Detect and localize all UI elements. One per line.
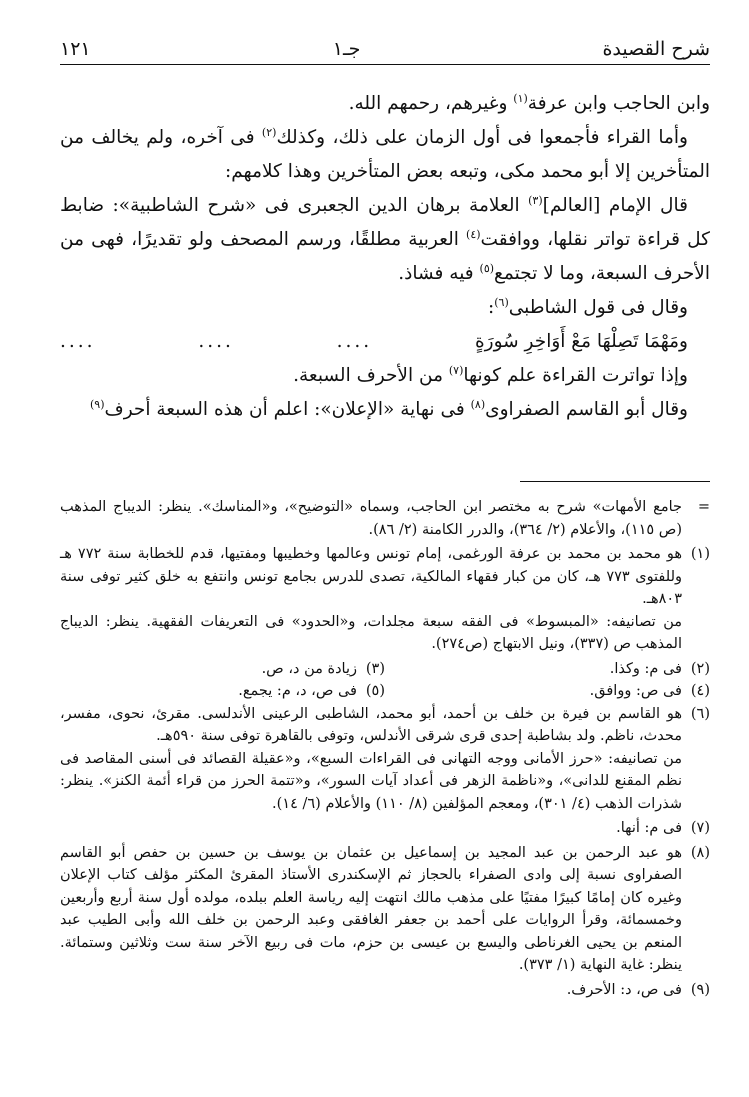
- paragraph: وإذا تواترت القراءة علم كونها$^{(٧)}$ من الأحرف السبعة.: [293, 363, 688, 386]
- running-header: [60, 38, 710, 65]
- footnote-4: (٤) فى ص: ووافق.: [589, 683, 710, 699]
- footnote-ref: (٧): [448, 363, 464, 377]
- header-title: شرح القصيدة: [602, 38, 710, 60]
- verse-hemistich: ومَهْمَا تَصِلْهَا مَعْ أَوَاخِرِ سُورَةٍ: [474, 331, 688, 352]
- footnote-2: (٢) فى م: وكذا.: [609, 660, 710, 677]
- footnote-ref: (٨): [470, 397, 486, 411]
- footnote-continuation: = جامع الأمهات» شرح به مختصر ابن الحاجب، وسماه «التوضيح»، و«المناسك». ينظر: الديباج المذهب (ص ١١٥)، والأعلام (٢/ ٣٦٤)، والدرر الكامنة (٢/ ٨٦).: [60, 499, 710, 538]
- page-number: ١٢١: [60, 38, 91, 60]
- footnote-ref: (٣): [528, 193, 543, 207]
- footnote-7: (٧) فى م: أنها.: [616, 820, 710, 836]
- footnote-3: (٣) زيادة من د، ص.: [261, 660, 385, 677]
- footnote-ref: (١): [513, 91, 528, 105]
- poem-verse: [60, 325, 710, 359]
- footnote-8: (٨) هو عبد الرحمن بن عبد المجيد بن إسماعيل بن عثمان بن يوسف بن حسين بن حفص أبو القاسم الصفراوى نسبة إلى وادى الصفراء بالحجاز ثم الإسكندرى الأستاذ المقرئ المكثر مؤلف كتاب الإعلان وغيره كان إمامًا كبيرًا مفتيًا على مذهب مالك انتهت إليه رياسة العلم ببلده، مولده أول سنة أربع وأربعين وخمسمائة، وقرأ الروايات على أحمد بن جعفر الغافقى وعبد الرحمن بن خلف الله وأبى الطيب عبد المنعم بن يحيى الغرناطى واليسع بن عيسى بن حزم، مات فى ربيع الآخر سنة ست وثلاثين وستمائة. ينظر: غاية النهاية (١/ ٣٧٣).: [60, 844, 710, 973]
- footnote-6: (٦) هو القاسم بن فيرة بن خلف بن أحمد، أبو محمد، الشاطبى الرعينى الأندلسى. مقرئ، نحوى، مفسر، محدث، ناظم. ولد بشاطبة إحدى قرى شرقى الأندلس، وتوفى بالقاهرة توفى سنة ٥٩٠هـ. من تصانيفه: «حرز الأمانى ووجه التهانى فى القراءات السبع»، و«عقيلة القصائد فى أسنى المقاصد فى نظم المقنع للدانى»، و«ناظمة الزهر فى أعداد آيات السور»، و«تتمة الحرز من قراء أئمة الكنز». ينظر: شذرات الذهب (٤/ ٣٠١)، ومعجم المؤلفين (٨/ ١١٠) والأعلام (٦/ ١٤).: [60, 705, 710, 812]
- verse-ellipsis: ....: [60, 331, 96, 352]
- footnote-row: [60, 680, 710, 703]
- footnote-ref: (٦): [494, 295, 509, 309]
- book-page: [60, 38, 710, 1003]
- main-text: [60, 87, 710, 427]
- paragraph: وابن الحاجب وابن عرفة$^{(١)}$ وغيرهم، رحمهم الله.: [348, 91, 710, 114]
- header-volume: جـ١: [332, 38, 361, 60]
- verse-ellipsis: ....: [336, 331, 373, 352]
- footnotes: [60, 496, 710, 1001]
- paragraph: قال الإمام [العالم]$^{(٣)}$ العلامة برهان الدين الجعبرى فى «شرح الشاطبية»: ضابط كل قراءة تواتر نقلها، ووافقت$^{(٤)}$ العربية مطلقًا، ورسم المصحف ولو تقديرًا، فهى من الأحرف السبعة، وما لا تجتمع$^{(٥)}$ فيه فشاذ.: [60, 193, 710, 284]
- footnote-5: (٥) فى ص، د، م: يجمع.: [238, 683, 385, 699]
- footnote-ref: (٤): [466, 227, 481, 241]
- footnote-ref: (٩): [90, 397, 105, 411]
- footnote-divider: [520, 481, 710, 482]
- footnote-ref: (٥): [479, 261, 495, 275]
- footnote-row: [60, 658, 710, 681]
- footnote-1: (١) هو محمد بن محمد بن عرفة الورغمى، إمام تونس وعالمها وخطيبها ومفتيها، قدم للخطابة سنة ٧٧٢ هـ وللفتوى ٧٧٣ هـ، كان من كبار فقهاء المالكية، تصدى للدرس بجامع تونس وانتفع به خلق كثير توفى سنة ٨٠٣هـ. من تصانيفه: «المبسوط» فى الفقه سبعة مجلدات، و«الحدود» فى التعريفات الفقهية. ينظر: الديباج المذهب ص (٣٣٧)، ونيل الابتهاج (ص٢٧٤).: [60, 546, 710, 652]
- footnote-ref: (٢): [261, 125, 277, 139]
- footnote-9: (٩) فى ص، د: الأحرف.: [566, 981, 710, 998]
- verse-ellipsis: ....: [198, 331, 234, 352]
- paragraph: وأما القراء فأجمعوا فى أول الزمان على ذلك، وكذلك$^{(٢)}$ فى آخره، ولم يخالف من المتأخرين إلا أبو محمد مكى، وتبعه بعض المتأخرين وهذا كلامهم:: [60, 125, 710, 182]
- paragraph: وقال أبو القاسم الصفراوى$^{(٨)}$ فى نهاية «الإعلان»: اعلم أن هذه السبعة أحرف$^{(٩)}$: [90, 397, 688, 420]
- paragraph: وقال فى قول الشاطبى$^{(٦)}$:: [488, 295, 688, 318]
